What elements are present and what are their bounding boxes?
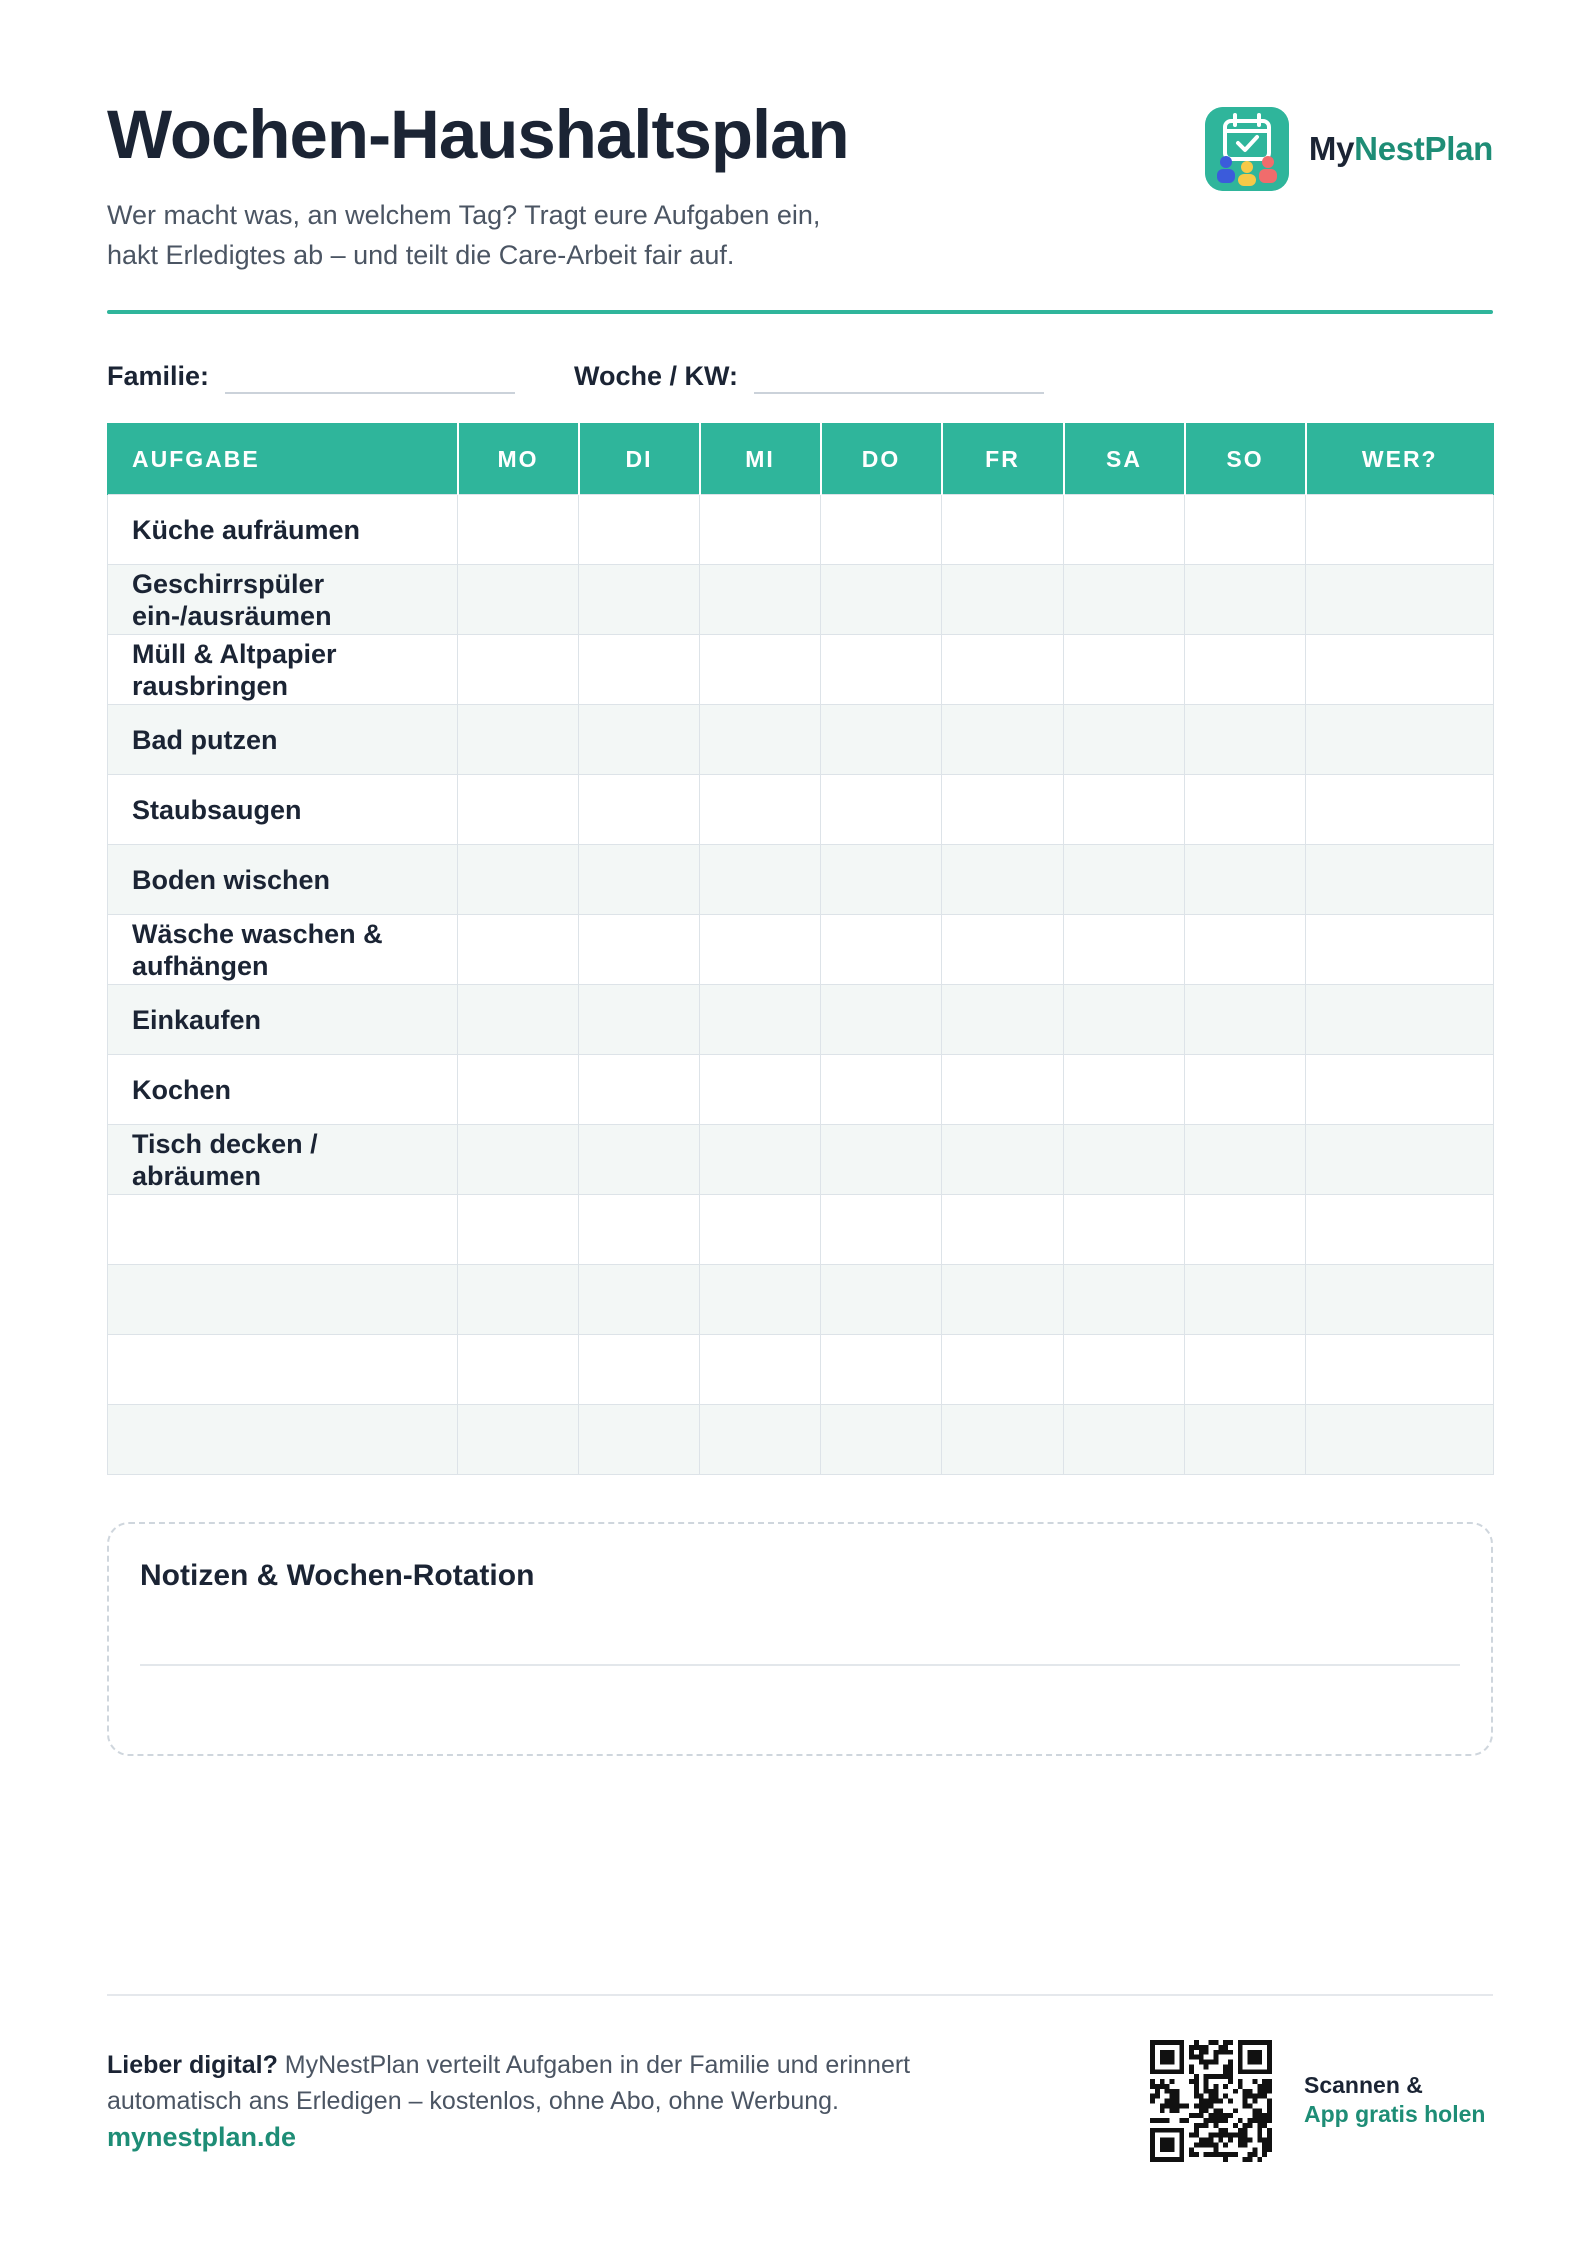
check-cell[interactable]	[1306, 1405, 1494, 1475]
check-cell[interactable]	[700, 985, 821, 1055]
page-title: Wochen-Haushaltsplan	[107, 96, 849, 173]
check-cell[interactable]	[458, 845, 579, 915]
table-row	[108, 1265, 1494, 1335]
qr-code-icon[interactable]	[1150, 2040, 1272, 2162]
check-cell[interactable]	[1185, 635, 1306, 705]
table-row	[108, 985, 1494, 1055]
check-cell[interactable]	[579, 1405, 700, 1475]
qr-caption-line2: App gratis holen	[1304, 2101, 1486, 2127]
check-cell[interactable]	[700, 1265, 821, 1335]
notes-title: Notizen & Wochen-Rotation	[140, 1559, 535, 1592]
notes-write-line[interactable]	[140, 1664, 1460, 1666]
check-cell[interactable]	[1064, 705, 1185, 775]
check-cell[interactable]	[1306, 495, 1494, 565]
check-cell[interactable]	[942, 1265, 1064, 1335]
check-cell[interactable]	[1064, 565, 1185, 635]
check-cell[interactable]	[1064, 1125, 1185, 1195]
check-cell[interactable]	[1185, 705, 1306, 775]
check-cell[interactable]	[821, 775, 942, 845]
check-cell[interactable]	[458, 705, 579, 775]
task-cell: Küche aufräumen	[108, 495, 458, 565]
check-cell[interactable]	[458, 1055, 579, 1125]
check-cell[interactable]	[942, 1125, 1064, 1195]
qr-caption-line1: Scannen &	[1304, 2072, 1423, 2098]
check-cell[interactable]	[1185, 845, 1306, 915]
check-cell[interactable]	[458, 1125, 579, 1195]
check-cell[interactable]	[579, 1125, 700, 1195]
check-cell[interactable]	[821, 1125, 942, 1195]
check-cell[interactable]	[1064, 915, 1185, 985]
task-cell: Geschirrspüler ein-/ausräumen	[108, 565, 458, 635]
check-cell[interactable]	[579, 1195, 700, 1265]
table-row	[108, 915, 1494, 985]
table-body	[108, 495, 1494, 1475]
woche-label: Woche / KW:	[574, 361, 739, 391]
check-cell[interactable]	[1306, 565, 1494, 635]
header-di: DI	[579, 424, 700, 495]
check-cell[interactable]	[1185, 565, 1306, 635]
check-cell[interactable]	[821, 1195, 942, 1265]
task-cell	[108, 1195, 458, 1265]
header-fr: FR	[942, 424, 1064, 495]
check-cell[interactable]	[579, 845, 700, 915]
header-do: DO	[821, 424, 942, 495]
table-row	[108, 1125, 1494, 1195]
check-cell[interactable]	[458, 775, 579, 845]
check-cell[interactable]	[821, 1055, 942, 1125]
task-cell: Staubsaugen	[108, 775, 458, 845]
check-cell[interactable]	[458, 1335, 579, 1405]
check-cell[interactable]	[458, 915, 579, 985]
check-cell[interactable]	[1064, 1055, 1185, 1125]
check-cell[interactable]	[700, 775, 821, 845]
qr-caption	[1304, 2071, 1485, 2129]
check-cell[interactable]	[1306, 1055, 1494, 1125]
table-header-row	[108, 424, 1494, 495]
check-cell[interactable]	[1306, 775, 1494, 845]
brand-name	[1309, 130, 1493, 168]
check-cell[interactable]	[1306, 1265, 1494, 1335]
notes-box	[107, 1522, 1493, 1756]
check-cell[interactable]	[579, 1055, 700, 1125]
familie-label: Familie:	[107, 361, 210, 391]
check-cell[interactable]	[1185, 495, 1306, 565]
check-cell[interactable]	[1185, 1125, 1306, 1195]
footer-link[interactable]: mynestplan.de	[107, 2122, 297, 2152]
check-cell[interactable]	[942, 1195, 1064, 1265]
check-cell[interactable]	[700, 1055, 821, 1125]
check-cell[interactable]	[579, 565, 700, 635]
check-cell[interactable]	[1064, 495, 1185, 565]
check-cell[interactable]	[1064, 845, 1185, 915]
check-cell[interactable]	[1306, 915, 1494, 985]
check-cell[interactable]	[821, 845, 942, 915]
check-cell[interactable]	[700, 705, 821, 775]
check-cell[interactable]	[1064, 1265, 1185, 1335]
check-cell[interactable]	[579, 705, 700, 775]
check-cell[interactable]	[1064, 775, 1185, 845]
check-cell[interactable]	[1185, 775, 1306, 845]
check-cell[interactable]	[942, 1405, 1064, 1475]
check-cell[interactable]	[458, 1195, 579, 1265]
check-cell[interactable]	[458, 565, 579, 635]
check-cell[interactable]	[821, 1405, 942, 1475]
check-cell[interactable]	[1185, 1335, 1306, 1405]
footer-body: MyNestPlan verteilt Aufgaben in der Familie und erinnert automatisch ans Erledigen – kostenlos, ohne Abo, ohne Werbung.	[107, 2051, 911, 2115]
check-cell[interactable]	[1185, 1195, 1306, 1265]
page-subtitle	[107, 195, 1007, 275]
check-cell[interactable]	[1064, 1335, 1185, 1405]
subtitle-line-1: Wer macht was, an welchem Tag? Tragt eure Aufgaben ein,	[107, 200, 821, 230]
check-cell[interactable]	[579, 1335, 700, 1405]
check-cell[interactable]	[942, 565, 1064, 635]
check-cell[interactable]	[700, 1125, 821, 1195]
check-cell[interactable]	[1306, 1125, 1494, 1195]
task-cell	[108, 1335, 458, 1405]
check-cell[interactable]	[458, 635, 579, 705]
check-cell[interactable]	[1185, 915, 1306, 985]
task-cell: Boden wischen	[108, 845, 458, 915]
table-row	[108, 495, 1494, 565]
check-cell[interactable]	[579, 915, 700, 985]
check-cell[interactable]	[942, 1055, 1064, 1125]
check-cell[interactable]	[821, 705, 942, 775]
brand-name-part2: NestPlan	[1354, 130, 1493, 167]
table-row	[108, 705, 1494, 775]
check-cell[interactable]	[1306, 705, 1494, 775]
check-cell[interactable]	[821, 495, 942, 565]
check-cell[interactable]	[579, 635, 700, 705]
footer-divider	[107, 1994, 1493, 1996]
header-mo: MO	[458, 424, 579, 495]
check-cell[interactable]	[700, 1405, 821, 1475]
brand-logo	[1205, 107, 1493, 191]
check-cell[interactable]	[1306, 635, 1494, 705]
header-so: SO	[1185, 424, 1306, 495]
check-cell[interactable]	[1185, 1055, 1306, 1125]
task-cell: Bad putzen	[108, 705, 458, 775]
table-row	[108, 845, 1494, 915]
check-cell[interactable]	[942, 845, 1064, 915]
check-cell[interactable]	[1064, 1405, 1185, 1475]
check-cell[interactable]	[458, 495, 579, 565]
check-cell[interactable]	[1306, 1335, 1494, 1405]
check-cell[interactable]	[579, 495, 700, 565]
check-cell[interactable]	[700, 1195, 821, 1265]
check-cell[interactable]	[700, 635, 821, 705]
header-mi: MI	[700, 424, 821, 495]
task-cell: Kochen	[108, 1055, 458, 1125]
table-row	[108, 1195, 1494, 1265]
check-cell[interactable]	[821, 635, 942, 705]
check-cell[interactable]	[458, 1265, 579, 1335]
check-cell[interactable]	[700, 565, 821, 635]
check-cell[interactable]	[458, 985, 579, 1055]
header-aufgabe: AUFGABE	[108, 424, 458, 495]
task-cell	[108, 1265, 458, 1335]
task-cell: Wäsche waschen & aufhängen	[108, 915, 458, 985]
check-cell[interactable]	[579, 985, 700, 1055]
table-row	[108, 1405, 1494, 1475]
footer-lead: Lieber digital?	[107, 2051, 278, 2079]
table-row	[108, 1055, 1494, 1125]
table-row	[108, 775, 1494, 845]
check-cell[interactable]	[942, 985, 1064, 1055]
subtitle-line-2: hakt Erledigtes ab – und teilt die Care-Arbeit fair auf.	[107, 240, 735, 270]
woche-field	[574, 358, 1044, 394]
check-cell[interactable]	[1306, 985, 1494, 1055]
woche-input-line[interactable]	[754, 362, 1044, 394]
familie-field	[107, 358, 515, 394]
check-cell[interactable]	[942, 635, 1064, 705]
brand-name-part1: My	[1308, 130, 1355, 167]
check-cell[interactable]	[821, 1265, 942, 1335]
check-cell[interactable]	[1064, 1195, 1185, 1265]
check-cell[interactable]	[821, 565, 942, 635]
check-cell[interactable]	[700, 915, 821, 985]
task-cell: Müll & Altpapier rausbringen	[108, 635, 458, 705]
check-cell[interactable]	[700, 495, 821, 565]
check-cell[interactable]	[579, 775, 700, 845]
check-cell[interactable]	[821, 915, 942, 985]
table-row	[108, 565, 1494, 635]
task-cell: Einkaufen	[108, 985, 458, 1055]
printable-page	[107, 0, 1493, 2246]
check-cell[interactable]	[942, 1335, 1064, 1405]
family-calendar-check-icon	[1205, 107, 1289, 191]
check-cell[interactable]	[942, 775, 1064, 845]
check-cell[interactable]	[942, 705, 1064, 775]
task-cell: Tisch decken / abräumen	[108, 1125, 458, 1195]
header-wer: WER?	[1306, 424, 1494, 495]
familie-input-line[interactable]	[225, 362, 515, 394]
footer-text	[107, 2047, 1027, 2119]
check-cell[interactable]	[1185, 985, 1306, 1055]
check-cell[interactable]	[821, 1335, 942, 1405]
table-row	[108, 1335, 1494, 1405]
check-cell[interactable]	[579, 1265, 700, 1335]
check-cell[interactable]	[700, 1335, 821, 1405]
check-cell[interactable]	[821, 985, 942, 1055]
table-row	[108, 635, 1494, 705]
header-sa: SA	[1064, 424, 1185, 495]
check-cell[interactable]	[1064, 635, 1185, 705]
check-cell[interactable]	[942, 495, 1064, 565]
check-cell[interactable]	[458, 1405, 579, 1475]
check-cell[interactable]	[700, 845, 821, 915]
check-cell[interactable]	[1185, 1405, 1306, 1475]
check-cell[interactable]	[1306, 845, 1494, 915]
header-divider	[107, 310, 1493, 314]
task-cell	[108, 1405, 458, 1475]
check-cell[interactable]	[1306, 1195, 1494, 1265]
check-cell[interactable]	[942, 915, 1064, 985]
check-cell[interactable]	[1064, 985, 1185, 1055]
check-cell[interactable]	[1185, 1265, 1306, 1335]
chore-table	[107, 423, 1494, 1475]
